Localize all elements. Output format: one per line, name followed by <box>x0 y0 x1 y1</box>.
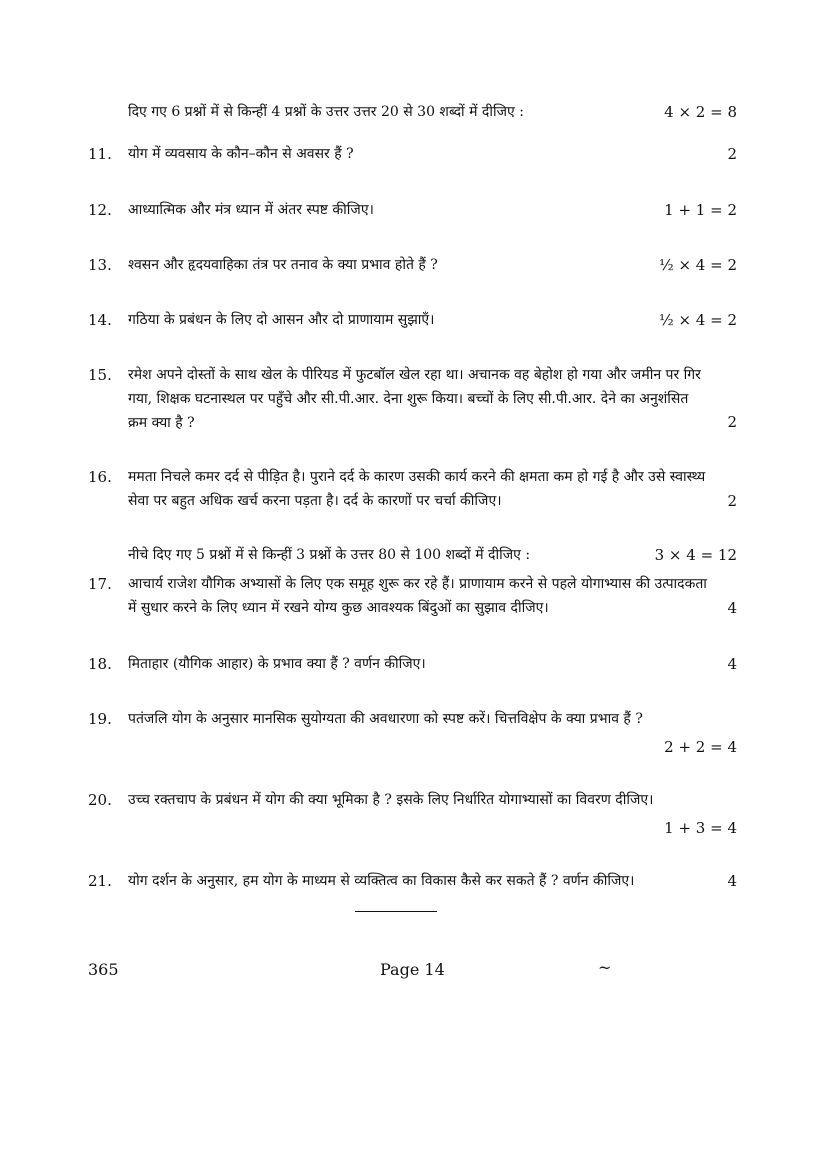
question-text: योग दर्शन के अनुसार, हम योग के माध्यम से व्यक्तित्व का विकास कैसे कर सकते हैं ? वर्णन कीजिए। <box>128 873 635 889</box>
question-number: 15. <box>88 366 112 384</box>
question-number: 13. <box>88 256 112 274</box>
question-text: योग में व्यवसाय के कौन–कौन से अवसर हैं ? <box>128 146 354 162</box>
question-marks: 4 <box>727 599 737 617</box>
question-text: उच्च रक्तचाप के प्रबंधन में योग की क्या भूमिका है ? इसके लिए निर्धारित योगाभ्यासों का विवरण दीजिए। <box>128 792 654 808</box>
section-instruction: दिए गए 6 प्रश्नों में से किन्हीं 4 प्रश्नों के उत्तर उत्तर 20 से 30 शब्दों में दीजिए : <box>128 104 524 120</box>
question-text: मिताहार (यौगिक आहार) के प्रभाव क्या हैं ? वर्णन कीजिए। <box>128 656 426 672</box>
question-text: ममता निचले कमर दर्द से पीड़ित है। पुराने दर्द के कारण उसकी कार्य करने की क्षमता कम हो गई है और उसे स्वास्थ्य सेवा पर बहुत अधिक खर्च करना पड़ता है। दर्द के कारणों पर चर्चा कीजिए। <box>128 469 706 509</box>
question-marks: 4 <box>727 872 737 890</box>
question-marks: 4 <box>727 655 737 673</box>
question-text: आचार्य राजेश यौगिक अभ्यासों के लिए एक समूह शुरू कर रहे हैं। प्राणायाम करने से पहले योगाभ्यास की उत्पादकता में सुधार करने के लिए ध्यान में रखने योग्य कुछ आवश्यक बिंदुओं का सुझाव दीजिए। <box>128 576 707 616</box>
end-divider <box>355 911 437 912</box>
question-number: 16. <box>88 468 112 486</box>
question-number: 19. <box>88 710 112 728</box>
question-text: आध्यात्मिक और मंत्र ध्यान में अंतर स्पष्ट कीजिए। <box>128 202 374 218</box>
question-number: 14. <box>88 311 112 329</box>
question-marks: 2 + 2 = 4 <box>664 738 737 756</box>
question-number: 20. <box>88 791 112 809</box>
question-marks: ½ × 4 = 2 <box>659 256 737 274</box>
question-number: 11. <box>88 145 112 163</box>
section-marks: 3 × 4 = 12 <box>654 546 737 564</box>
question-text: गठिया के प्रबंधन के लिए दो आसन और दो प्राणायाम सुझाएँ। <box>128 312 435 328</box>
section-marks: 4 × 2 = 8 <box>664 103 737 121</box>
section-instruction: नीचे दिए गए 5 प्रश्नों में से किन्हीं 3 प्रश्नों के उत्तर 80 से 100 शब्दों में दीजिए : <box>128 547 531 563</box>
question-marks: 1 + 1 = 2 <box>664 201 737 219</box>
question-marks: ½ × 4 = 2 <box>659 311 737 329</box>
paper-code: 365 <box>88 960 119 979</box>
question-marks: 2 <box>727 145 737 163</box>
footer-mark: ~ <box>598 958 612 977</box>
question-number: 12. <box>88 201 112 219</box>
question-text: श्वसन और हृदयवाहिका तंत्र पर तनाव के क्या प्रभाव होते हैं ? <box>128 257 438 273</box>
question-marks: 1 + 3 = 4 <box>664 819 737 837</box>
question-text: पतंजलि योग के अनुसार मानसिक सुयोग्यता की अवधारणा को स्पष्ट करें। चित्तविक्षेप के क्या प्रभाव हैं ? <box>128 711 643 727</box>
question-marks: 2 <box>727 413 737 431</box>
question-number: 18. <box>88 655 112 673</box>
question-number: 21. <box>88 872 112 890</box>
page-number: Page 14 <box>380 960 445 979</box>
question-marks: 2 <box>727 492 737 510</box>
question-text: रमेश अपने दोस्तों के साथ खेल के पीरियड में फुटबॉल खेल रहा था। अचानक वह बेहोश हो गया और जमीन पर गिर गया, शिक्षक घटनास्थल पर पहुँचे और सी.पी.आर. देना शुरू किया। बच्चों के लिए सी.पी.आर. देने का अनुशंसित क्रम क्या है ? <box>128 367 701 431</box>
question-number: 17. <box>88 575 112 593</box>
